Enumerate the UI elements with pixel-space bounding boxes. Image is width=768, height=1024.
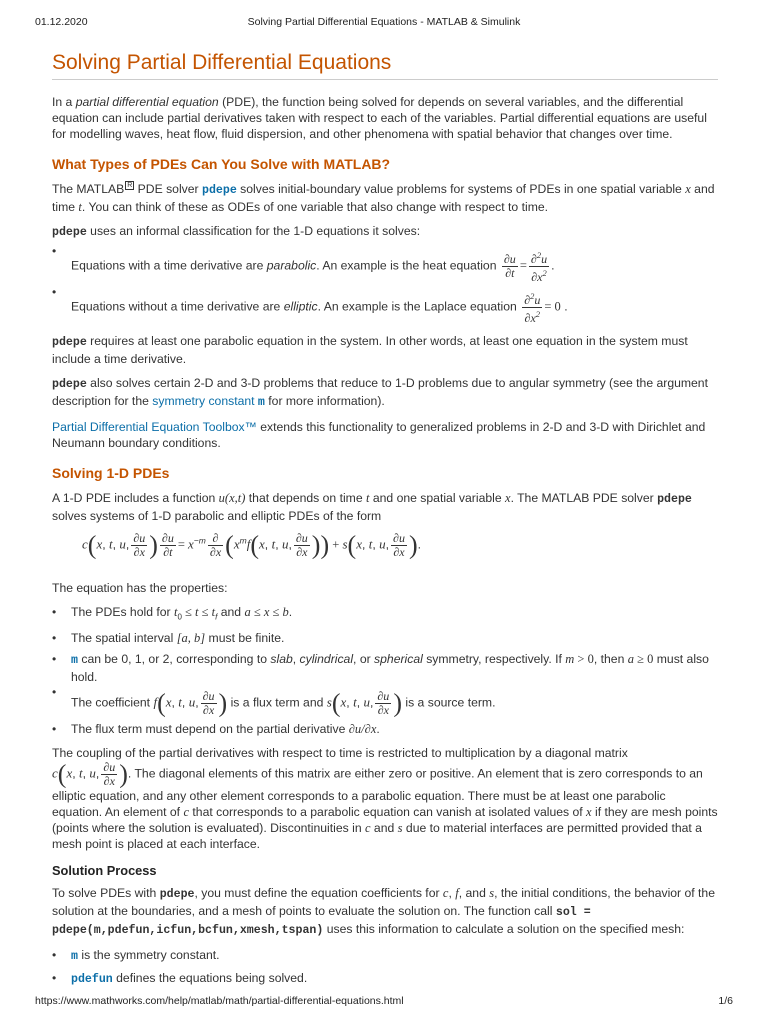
article — [52, 50, 718, 996]
laplace-equation: $\frac{\partial^2u}{\partial x^2}$ — [524, 291, 541, 325]
list-item-property: • The coefficient f(x, t, u, $\frac{\partial u}{\partial x}$ ) is a flux term and s(x, t, u, $\frac{\partial u}{\partial x}$ ) is a source term. — [52, 690, 718, 717]
list-item-property: • The spatial interval [a, b] must be finite. — [52, 630, 718, 646]
list-item-property: • The flux term must depend on the partial derivative ∂u/∂x. — [52, 721, 718, 737]
section-heading-types: What Types of PDEs Can You Solve with MATLAB? — [52, 156, 391, 172]
pdefun-argument-link[interactable]: pdefun — [71, 973, 113, 987]
pde-general-form-equation: c(x, t, u, $\frac{\partial u}{\partial x}$ ) $\frac{\partial u}{\partial t}$ = $x^{-m}$ $\frac{\partial}{\partial x}$ ($x^mf(x$, t, u, $\frac{\partial u}{\partial x}$ )) + s(x, t, u, $\frac{\partial u}{\partial x}$ ). — [82, 530, 422, 560]
heat-equation-lhs: $\frac{\partial u}{\partial t}$ — [503, 252, 516, 280]
list-item-elliptic: • Equations without a time derivative are elliptic. An example is the Laplace equation $\frac{\partial^2u}{\partial x^2}$ = 0 . — [52, 290, 718, 325]
list-item-property: • The PDEs hold for $t_0 \le t \le t_f$ and a ≤ x ≤ b. — [52, 604, 718, 625]
symmetry-constant-link[interactable]: symmetry constant m — [152, 394, 265, 409]
page-title: Solving Partial Differential Equations — [52, 50, 718, 80]
types-paragraph-4: pdepe also solves certain 2-D and 3-D problems that reduce to 1-D problems due to angular symmetry (see the argument description for the symmetry constant m for more information). — [52, 376, 708, 409]
types-paragraph-2: pdepe uses an informal classification for the 1-D equations it solves: — [52, 224, 421, 239]
page-url: https://www.mathworks.com/help/matlab/math/partial-differential-equations.html — [35, 995, 404, 1007]
process-paragraph: To solve PDEs with pdepe, you must define the equation coefficients for c, f, and s, the initial conditions, the behavior of the solution at the boundaries, and a mesh of points to evaluate the solution on. The function call sol = pdepe(m,pdefun,icfun,bcfun,xmesh,tspan) uses this information to calculate a solution on the specified mesh: — [52, 886, 715, 938]
list-item-argument: • pdefun defines the equations being solved. — [52, 970, 718, 988]
list-item-parabolic: • Equations with a time derivative are parabolic. An example is the heat equation $\frac{\partial u}{\partial t}$ = $\frac{\partial^2u}{\partial x^2}$ . — [52, 249, 718, 284]
properties-list — [52, 604, 718, 737]
types-paragraph-5: Partial Differential Equation Toolbox™ extends this functionality to generalized problems in 2-D and 3-D with Dirichlet and Neumann boundary conditions. — [52, 420, 706, 450]
properties-intro: The equation has the properties: — [52, 581, 228, 595]
print-date: 01.12.2020 — [35, 16, 88, 28]
print-page-title: Solving Partial Differential Equations - MATLAB & Simulink — [247, 16, 521, 28]
intro-paragraph: In a partial differential equation (PDE), the function being solved for depends on several variables, and the differential equation can include partial derivatives taken with respect to each of the variables. Partial differential equations are useful for modelling waves, heat flow, fluid dispersion, and other phenomena with spatial behavior that changes over time. — [52, 95, 707, 141]
registered-mark: R — [127, 182, 133, 189]
pde-toolbox-link[interactable]: Partial Differential Equation Toolbox™ — [52, 420, 257, 434]
function-call-code: sol = pdepe(m,pdefun,icfun,bcfun,xmesh,tspan) — [52, 906, 591, 938]
m-argument-link[interactable]: m — [71, 950, 78, 964]
equation-types-list — [52, 249, 718, 325]
print-header — [35, 16, 733, 30]
print-footer — [35, 995, 733, 1009]
list-item-property: • m can be 0, 1, or 2, corresponding to slab, cylindrical, or spherical symmetry, respectively. If m > 0, then a ≥ 0 must also hold. — [52, 651, 718, 685]
types-paragraph-1: The MATLAB R PDE solver pdepe solves initial-boundary value problems for systems of PDEs in one spatial variable x and time t. You can think of these as ODEs of one variable that also change with respect to time. — [52, 182, 715, 214]
types-paragraph-3: pdepe requires at least one parabolic equation in the system. In other words, at least one equation in the system must include a time derivative. — [52, 334, 688, 366]
page-number: 1/6 — [718, 995, 733, 1007]
section-heading-process: Solution Process — [52, 863, 157, 879]
heat-equation-rhs: $\frac{\partial^2u}{\partial x^2}$ — [530, 250, 548, 284]
arguments-list — [52, 947, 718, 988]
coupling-paragraph: The coupling of the partial derivatives with respect to time is restricted to multiplication by a diagonal matrix c(x, t, u, $\frac{\partial u}{\partial x}$ ). The diagonal elements of this matrix are either zero or positive. An element that is zero corresponds to an elliptic equation, and any other element corresponds to a parabolic equation. There must be at least one parabolic equation. An element of c that corresponds to a parabolic equation can vanish at isolated values of x if they are mesh points (points where the solution is evaluated). Discontinuities in c and s due to material interfaces are permitted provided that a mesh point is placed at each interface. — [52, 746, 718, 852]
list-item-argument: • m is the symmetry constant. — [52, 947, 718, 965]
section-heading-solving: Solving 1-D PDEs — [52, 465, 170, 481]
m-link[interactable]: m — [71, 654, 78, 668]
pdepe-link[interactable]: pdepe — [201, 184, 237, 197]
solving-paragraph-1: A 1-D PDE includes a function u(x,t) that depends on time t and one spatial variable x. The MATLAB PDE solver pdepe solves systems of 1-D parabolic and elliptic PDEs of the form — [52, 491, 692, 523]
